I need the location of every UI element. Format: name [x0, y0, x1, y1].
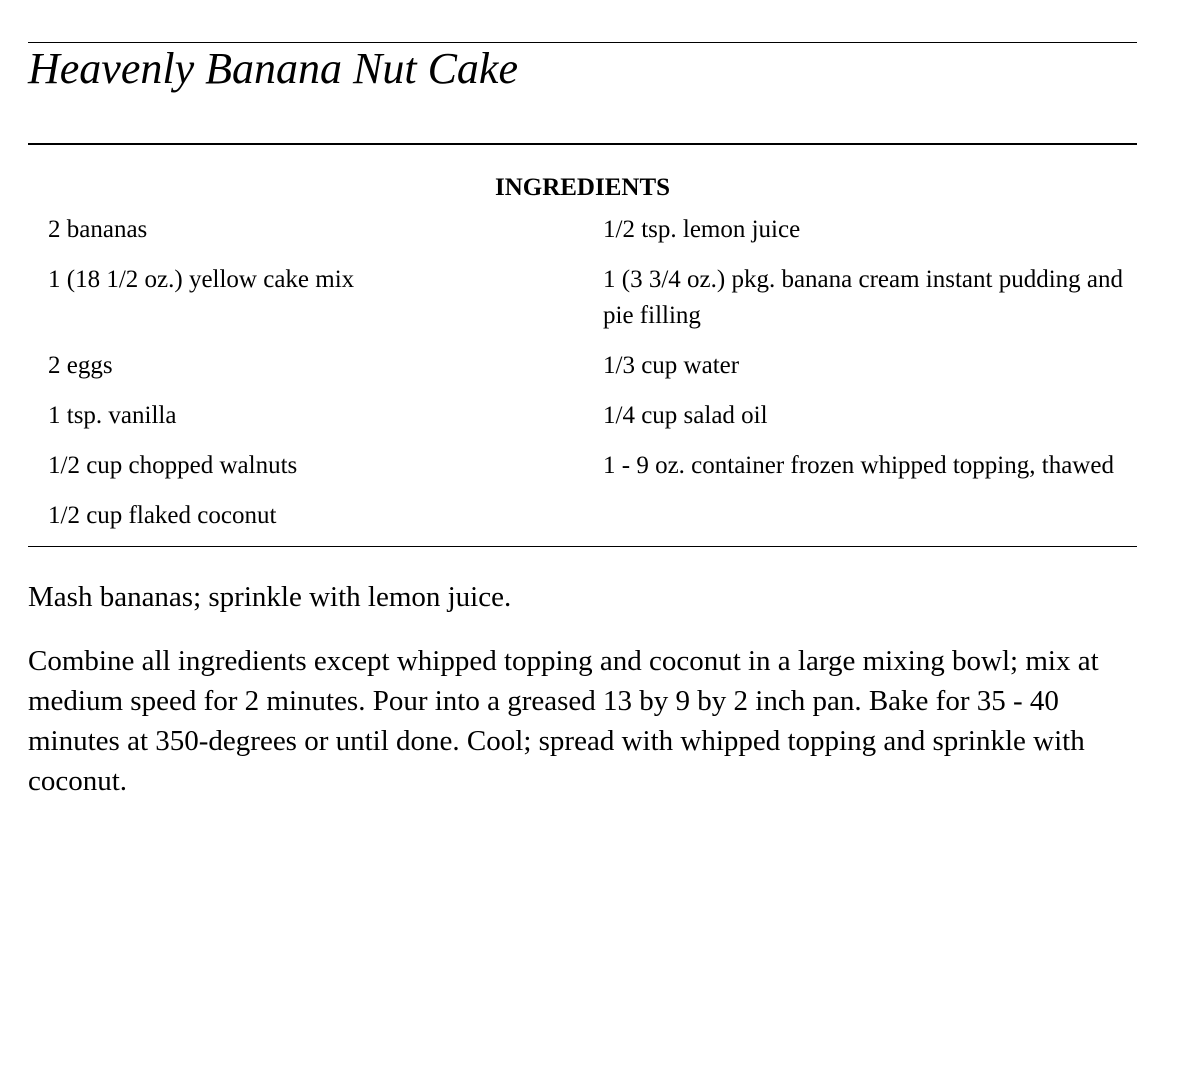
recipe-title: Heavenly Banana Nut Cake	[28, 44, 518, 93]
ingredient-empty-cell	[603, 498, 1133, 534]
ingredient-item: 2 eggs	[48, 352, 113, 379]
direction-step: Mash bananas; sprinkle with lemon juice.	[28, 581, 512, 613]
ingredient-item: 1/4 cup salad oil	[603, 402, 768, 429]
ingredients-heading: INGREDIENTS	[494, 174, 671, 201]
title-rule	[28, 143, 1137, 145]
ingredient-item: 1/2 tsp. lemon juice	[603, 216, 801, 243]
ingredient-item: 1 (18 1/2 oz.) yellow cake mix	[48, 266, 355, 293]
ingredient-item: 1 tsp. vanilla	[48, 402, 177, 429]
ingredient-item: 2 bananas	[48, 216, 148, 243]
ingredients-list	[28, 212, 1137, 546]
ingredient-item: 1 (3 3/4 oz.) pkg. banana cream instant pudding and pie filling	[603, 266, 1123, 329]
ingredient-item: 1/2 cup flaked coconut	[48, 502, 277, 529]
ingredient-item: 1/2 cup chopped walnuts	[48, 452, 298, 479]
directions	[28, 577, 1137, 801]
ingredient-item: 1 - 9 oz. container frozen whipped topping, thawed	[603, 452, 1114, 479]
ingredient-item: 1/3 cup water	[603, 352, 740, 379]
recipe-page	[28, 42, 1137, 825]
direction-step: Combine all ingredients except whipped topping and coconut in a large mixing bowl; mix at medium speed for 2 minutes. Pour into a greased 13 by 9 by 2 inch pan. Bake for 35 - 40 minutes at 350-degrees or until done. Cool; spread with whipped topping and sprinkle with coconut.	[28, 645, 1099, 797]
ingredients-bottom-rule	[28, 546, 1137, 547]
